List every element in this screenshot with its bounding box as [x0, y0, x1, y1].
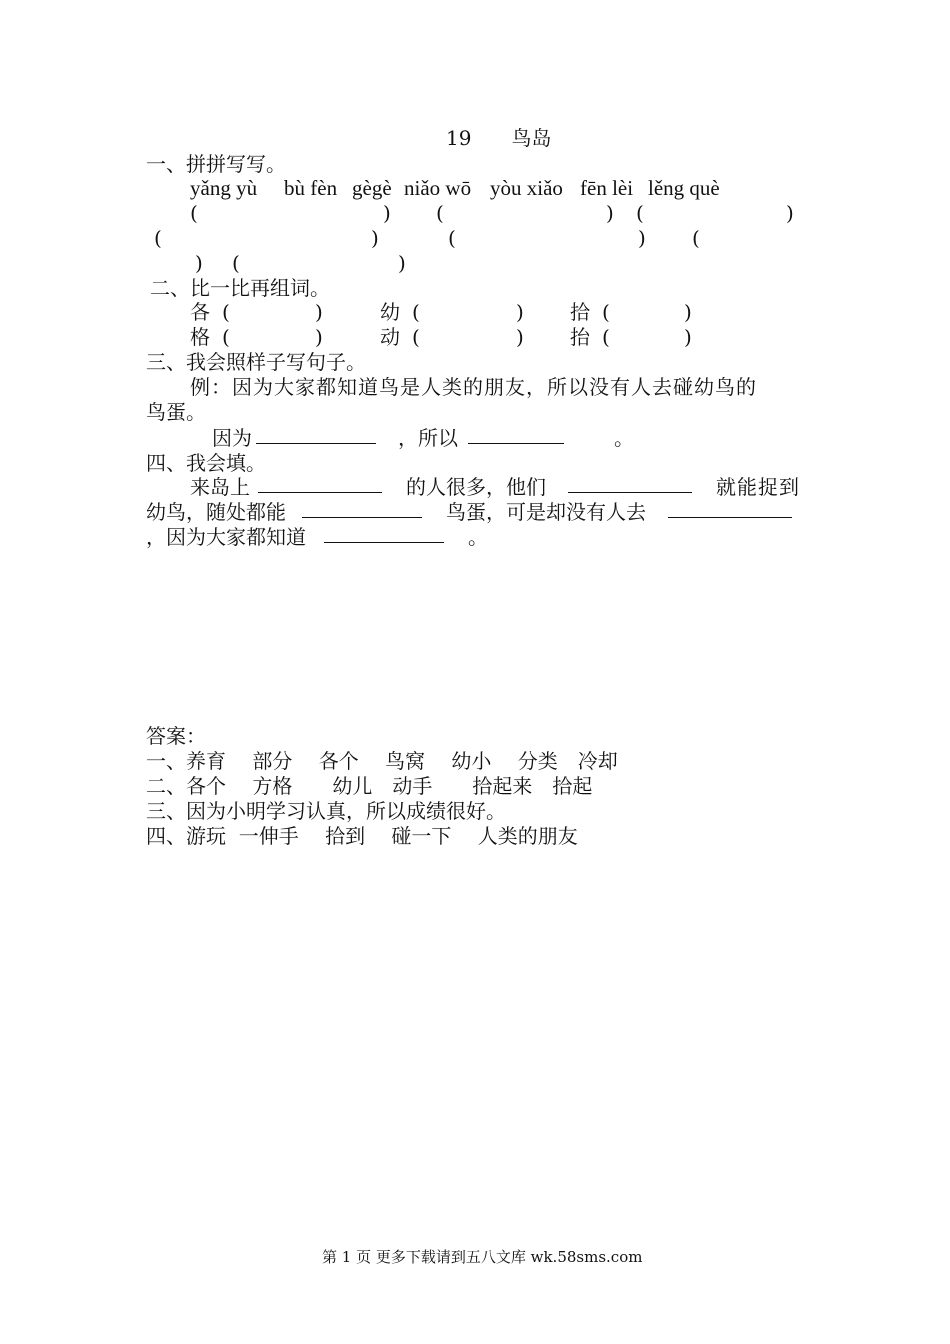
pinyin-7: lěng què	[648, 176, 720, 200]
fill-text-4: 幼鸟，随处都能	[146, 500, 286, 524]
because-label: 因为	[212, 426, 252, 450]
fill-text-7: 。	[468, 525, 488, 549]
answers-heading: 答案：	[146, 724, 206, 748]
section3-heading: 三、我会照样子写句子。	[146, 350, 366, 374]
page-title: 19 鸟岛	[446, 126, 552, 150]
fill-blank-3[interactable]	[302, 499, 422, 518]
answer-3: 三、因为小明学习认真，所以成绩很好。	[146, 799, 506, 823]
section3-period: 。	[614, 426, 634, 450]
char-ge2: 格	[190, 325, 210, 349]
page-footer: 第 1 页 更多下载请到五八文库 wk.58sms.com	[322, 1248, 643, 1266]
pinyin-2: bù fèn	[284, 176, 338, 200]
fill-text-1: 来岛上	[190, 475, 250, 499]
so-blank[interactable]	[468, 425, 564, 444]
fill-blank-5[interactable]	[324, 524, 444, 543]
answer-4: 四、游玩 一伸手 拾到 碰一下 人类的朋友	[146, 824, 578, 848]
fill-blank-2[interactable]	[568, 474, 692, 493]
section4-heading: 四、我会填。	[146, 451, 266, 475]
pinyin-6: fēn lèi	[580, 176, 634, 200]
section1-heading: 一、拼拼写写。	[146, 152, 286, 176]
answer-1: 一、养育 部分 各个 鸟窝 幼小 分类 冷却	[146, 749, 618, 773]
because-blank[interactable]	[256, 425, 376, 444]
fill-text-5: 鸟蛋，可是却没有人去	[446, 500, 646, 524]
char-ge: 各	[190, 300, 210, 324]
fill-blank-1[interactable]	[258, 474, 382, 493]
char-tai: 抬	[570, 325, 590, 349]
char-you: 幼	[380, 300, 400, 324]
fill-text-2: 的人很多，他们	[406, 475, 546, 499]
pinyin-1: yǎng yù	[190, 176, 258, 200]
fill-text-6: ，因为大家都知道	[146, 525, 306, 549]
pinyin-3: gègè	[352, 176, 392, 200]
answer-2: 二、各个 方格 幼儿 动手 拾起来 拾起	[146, 774, 593, 798]
example-line-2: 鸟蛋。	[146, 400, 206, 424]
char-shi: 拾	[570, 300, 590, 324]
so-label: ，所以	[398, 426, 458, 450]
section2-heading: 二、比一比再组词。	[150, 276, 330, 300]
pinyin-4: niǎo wō	[404, 176, 472, 200]
fill-blank-4[interactable]	[668, 499, 792, 518]
pinyin-5: yòu xiǎo	[490, 176, 563, 200]
char-dong: 动	[380, 325, 400, 349]
fill-text-3: 就能捉到	[716, 475, 800, 499]
example-line-1: 例：因为大家都知道鸟是人类的朋友，所以没有人去碰幼鸟的	[190, 375, 757, 399]
